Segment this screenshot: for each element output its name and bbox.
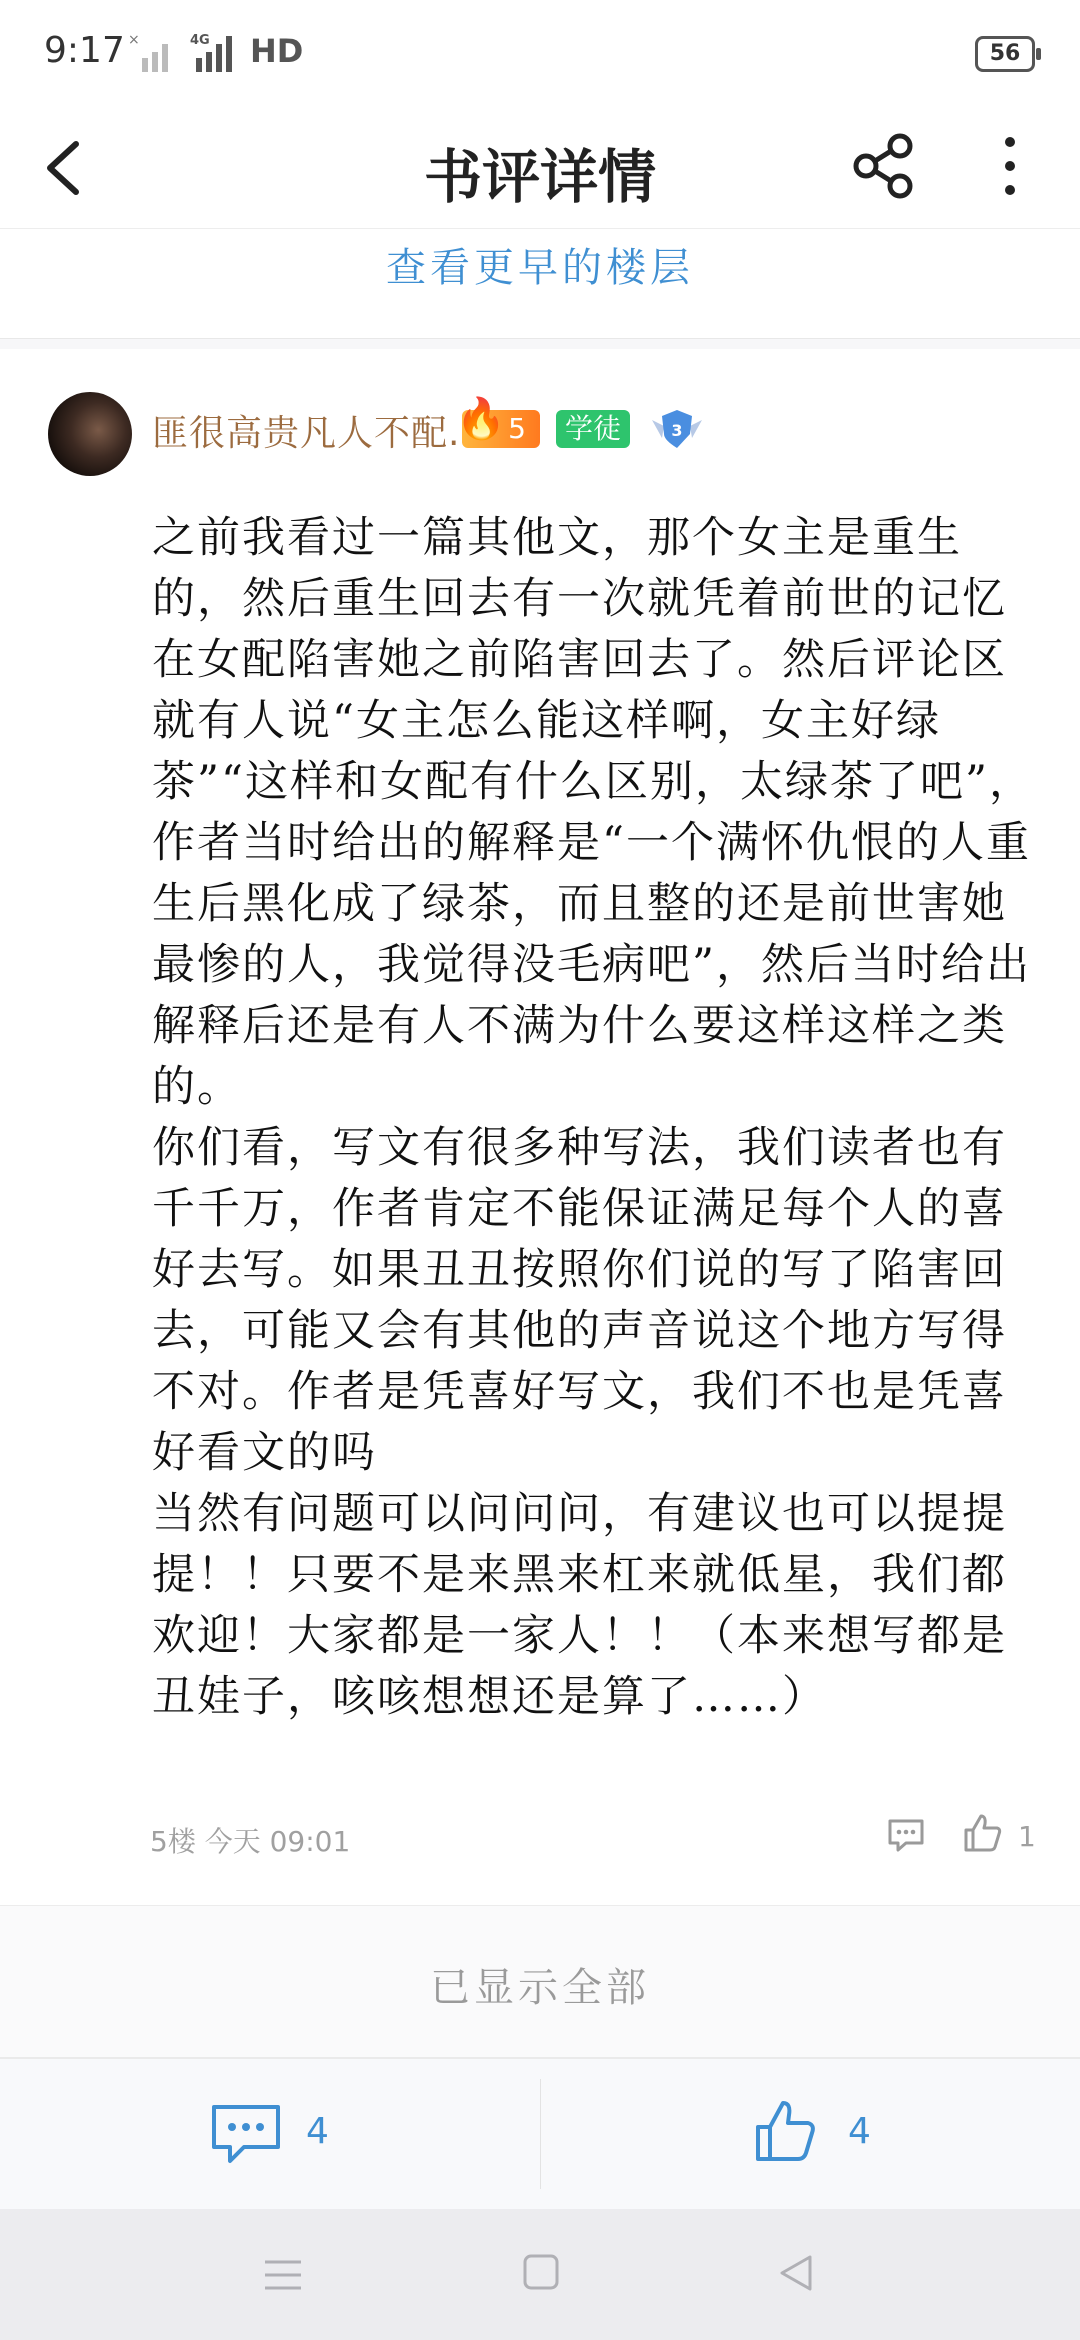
- comment-like-count: 1: [1018, 1820, 1036, 1853]
- comment-count[interactable]: 4: [306, 2111, 329, 2152]
- svg-text:×: ×: [128, 32, 140, 48]
- more-icon[interactable]: [990, 128, 1030, 204]
- level-number: 3: [671, 421, 683, 440]
- comment-paragraph: 之前我看过一篇其他文，那个女主是重生的，然后重生回去有一次就凭着前世的记忆在女配陷害她之前陷害回去了。然后评论区就有人说“女主怎么能这样啊，女主好绿茶”“这样和女配有什么区别，太绿茶了吧”，作者当时给出的解释是“一个满怀仇恨的人重生后黑化成了绿茶，而且整的还是前世害她最惨的人，我觉得没毛病吧”，然后当时给出解释后还是有人不满为什么要这样这样之类的。: [152, 513, 1034, 1112]
- action-divider: [540, 2079, 541, 2189]
- end-of-list: [0, 1905, 1080, 2058]
- svg-text:4G: 4G: [190, 33, 210, 48]
- system-nav-bar: [0, 2209, 1080, 2340]
- all-shown-label: 已显示全部: [430, 1965, 650, 2011]
- avatar[interactable]: [48, 392, 132, 476]
- status-bar: [0, 0, 1080, 110]
- like-count[interactable]: 4: [848, 2111, 871, 2152]
- battery-icon: [975, 36, 1035, 72]
- view-earlier-floors-link[interactable]: 查看更早的楼层: [0, 228, 1080, 339]
- home-icon[interactable]: [522, 2253, 560, 2291]
- page-title: 书评详情: [423, 143, 656, 211]
- section-divider: [0, 339, 1080, 349]
- role-badge: 学徒: [556, 410, 630, 448]
- fire-level-badge: [456, 396, 540, 448]
- battery-level: 56: [989, 41, 1021, 66]
- bottom-action-bar: [0, 2057, 1080, 2211]
- username[interactable]: 匪很高贵凡人不配.: [152, 413, 461, 454]
- reply-icon[interactable]: [886, 1815, 926, 1855]
- comment-paragraph: 当然有问题可以问问问，有建议也可以提提提！！只要不是来黑来杠来就低星，我们都欢迎！大家都是一家人！！（本来想写都是丑娃子，咳咳想想还是算了……）: [152, 1489, 1007, 1722]
- header: [0, 110, 1080, 229]
- flame-icon: 🔥: [456, 396, 506, 442]
- status-time: 9:17: [44, 30, 125, 71]
- back-triangle-icon[interactable]: [776, 2253, 816, 2293]
- hd-label: HD: [250, 32, 304, 70]
- menu-icon[interactable]: [262, 2257, 304, 2293]
- shield-level-icon: [648, 408, 706, 450]
- fire-level: 5: [508, 412, 526, 445]
- thumbs-up-icon[interactable]: [962, 1812, 1004, 1854]
- comment-meta: 5楼 今天 09:01: [150, 1825, 351, 1858]
- share-icon[interactable]: [848, 128, 918, 204]
- comment-paragraph: 你们看，写文有很多种写法，我们读者也有千千万，作者肯定不能保证满足每个人的喜好去写。如果丑丑按照你们说的写了陷害回去，可能又会有其他的声音说这个地方写得不对。作者是凭喜好写文，我们不也是凭喜好看文的吗: [152, 1123, 1007, 1478]
- comment-icon[interactable]: [210, 2101, 282, 2167]
- like-icon[interactable]: [752, 2097, 820, 2165]
- comment-body: [152, 508, 1042, 1728]
